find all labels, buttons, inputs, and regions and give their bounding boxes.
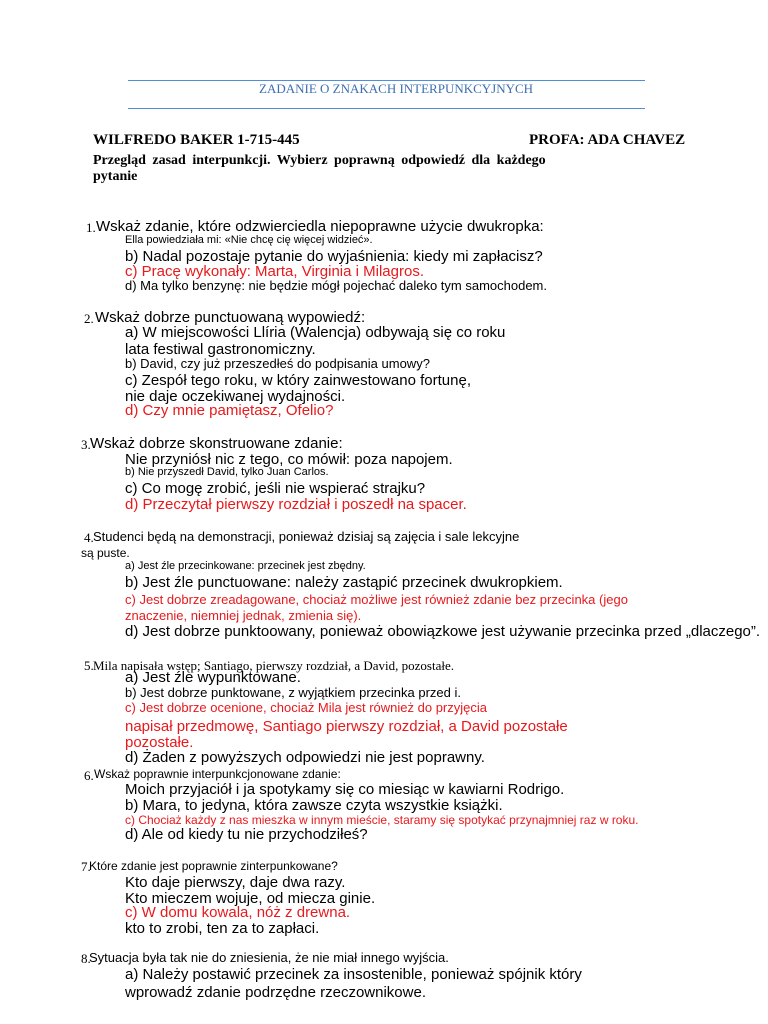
option: Nie przyniósł nic z tego, co mówił: poza napojem. (125, 451, 453, 468)
option-correct: c) Chociaż każdy z nas mieszka w innym mieście, staramy się spotykać przynajmniej raz w roku. (125, 813, 639, 827)
option-correct-continued: znaczenie, niemniej jednak, zmienia się). (125, 608, 362, 623)
question-number: 4. (84, 530, 94, 545)
document-title: ZADANIE O ZNAKACH INTERPUNKCYJNYCH (259, 81, 534, 96)
question-number: 3. (81, 437, 91, 452)
option: a) Jest źle wypunktowane. (125, 669, 301, 686)
option-correct: c) W domu kowala, nóż z drewna. (125, 904, 351, 921)
option-correct: c) Pracę wykonały: Marta, Virginia i Milagros. (125, 263, 424, 280)
option-correct: d) Czy mnie pamiętasz, Ofelio? (125, 402, 334, 419)
option: Ella powiedziała mi: «Nie chcę cię więcej widzieć». (125, 234, 373, 246)
question-text-continued: są puste. (81, 546, 130, 560)
option: d) Jest dobrze punktoowany, ponieważ obowiązkowe jest używanie przecinka przed „dlaczego”. (125, 623, 761, 640)
option-correct-continued: napisał przedmowę, Santiago pierwszy rozdział, a David pozostałe (125, 718, 568, 735)
option: kto to zrobi, ten za to zapłaci. (125, 920, 320, 937)
option: b) Jest dobrze punktowane, z wyjątkiem przecinka przed i. (125, 685, 461, 700)
option: c) Co mogę zrobić, jeśli nie wspierać strajku? (125, 480, 426, 497)
option: d) Ma tylko benzynę: nie będzie mógł pojechać daleko tym samochodem. (125, 278, 547, 293)
question-text: Wskaż dobrze skonstruowane zdanie: (90, 435, 343, 452)
question-text: Które zdanie jest poprawnie zinterpunkowane? (89, 859, 338, 873)
option: c) Zespół tego roku, w który zainwestowano fortunę, (125, 372, 471, 389)
option: b) Nie przyszedł David, tylko Juan Carlos. (125, 466, 329, 478)
question-number: 6. (84, 768, 94, 783)
option: a) W miejscowości Llíria (Walencja) odbywają się co roku (125, 324, 506, 341)
option: b) Jest źle punctuowane: należy zastąpić przecinek dwukropkiem. (125, 574, 563, 591)
option: d) Ale od kiedy tu nie przychodziłeś? (125, 826, 368, 843)
option: Kto daje pierwszy, daje dwa razy. (125, 874, 346, 891)
instruction-line-1: Przegląd zasad interpunkcji. Wybierz poprawną odpowiedź dla każdego (93, 153, 546, 168)
question-text: Wskaż poprawnie interpunkcjonowane zdanie: (94, 767, 341, 781)
option-correct-continued: pozostałe. (125, 734, 194, 751)
option: d) Żaden z powyższych odpowiedzi nie jest poprawny. (125, 749, 485, 766)
option-correct: d) Przeczytał pierwszy rozdział i poszedł na spacer. (125, 496, 467, 513)
option: Moich przyjaciół i ja spotykamy się co miesiąc w kawiarni Rodrigo. (125, 781, 565, 798)
option: a) Jest źle przecinkowane: przecinek jest zbędny. (125, 560, 366, 572)
option: lata festiwal gastronomiczny. (125, 341, 316, 358)
option: a) Należy postawić przecinek za insostenible, ponieważ spójnik który (125, 966, 582, 983)
option: b) David, czy już przeszedłeś do podpisania umowy? (125, 356, 430, 371)
option: b) Mara, to jedyna, która zawsze czyta wszystkie książki. (125, 797, 503, 814)
question-text: Wskaż zdanie, które odzwierciedla niepoprawne użycie dwukropka: (96, 218, 544, 235)
question-number: 5. (84, 658, 94, 673)
question-text: Mila napisała wstęp; Santiago, pierwszy rozdział, a David, pozostałe. (93, 658, 455, 673)
option: nie daje oczekiwanej wydajności. (125, 388, 346, 405)
question-number: 2. (84, 311, 94, 326)
question-number: 8. (81, 951, 91, 966)
question-text: Wskaż dobrze punctuowaną wypowiedź: (95, 309, 366, 326)
option: wprowadź zdanie podrzędne rzeczownikowe. (125, 984, 426, 1001)
title-rule-bottom (128, 108, 645, 109)
student-name: WILFREDO BAKER 1-715-445 (93, 132, 300, 148)
question-text: Studenci będą na demonstracji, ponieważ dzisiaj są zajęcia i sale lekcyjne (93, 529, 520, 544)
teacher-name: PROFA: ADA CHAVEZ (529, 132, 686, 148)
question-number: 7. (81, 859, 91, 874)
option: Kto mieczem wojuje, od miecza ginie. (125, 890, 376, 907)
option-correct: c) Jest dobrze zreadagowane, chociaż możliwe jest również zdanie bez przecinka (jego (125, 592, 628, 607)
option: b) Nadal pozostaje pytanie do wyjaśnienia: kiedy mi zapłacisz? (125, 248, 543, 265)
question-text: Sytuacja była tak nie do zniesienia, że nie miał innego wyjścia. (89, 950, 449, 965)
option-correct: c) Jest dobrze ocenione, chociaż Mila jest również do przyjęcia (125, 700, 488, 715)
instruction-line-2: pytanie (93, 169, 138, 184)
question-number: 1. (86, 220, 96, 235)
